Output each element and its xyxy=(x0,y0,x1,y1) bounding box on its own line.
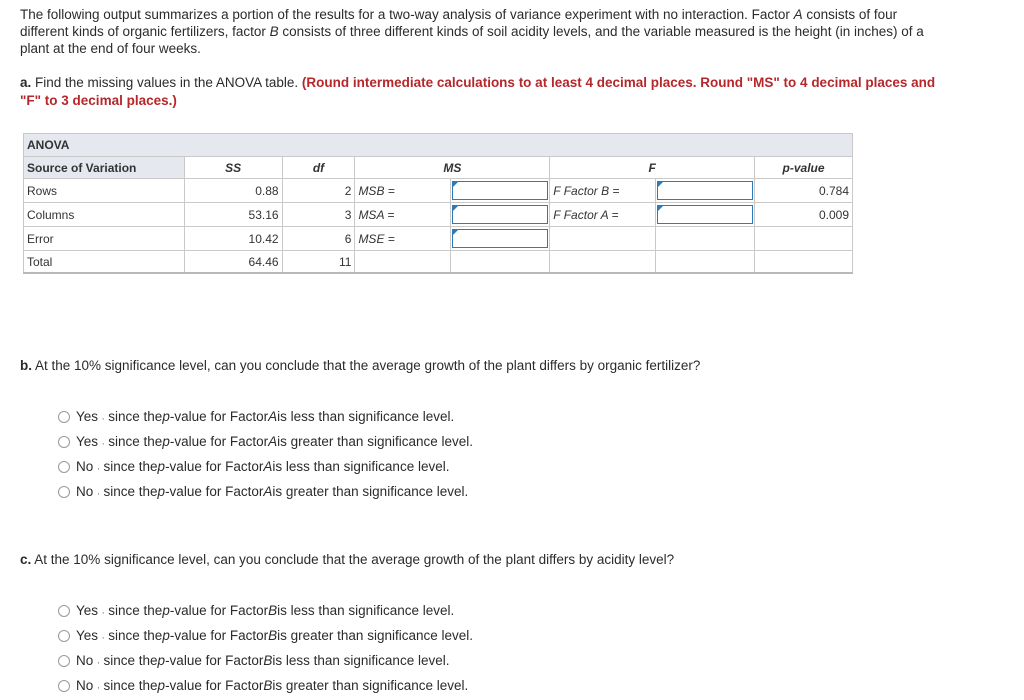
part-c-lead: c. xyxy=(20,552,32,567)
option-factor: B xyxy=(263,653,273,668)
row-f-label: F Factor B = xyxy=(550,179,656,203)
part-a-text: Find the missing values in the ANOVA table. xyxy=(31,75,302,90)
option-p: p xyxy=(157,678,166,693)
option-text: since the xyxy=(108,409,163,424)
radio-option[interactable] xyxy=(58,454,473,479)
part-a-instruction: (Round intermediate calculations to at least 4 decimal places. Round "MS" to 4 decimal places and "F" to 3 decimal places.) xyxy=(20,75,936,108)
option-text: since the xyxy=(103,678,158,693)
option-factor: B xyxy=(268,603,278,618)
radio-button[interactable] xyxy=(58,411,70,423)
row-ms-label: MSE = xyxy=(355,227,451,251)
msa-input[interactable] xyxy=(452,205,548,224)
row-ms-label: MSA = xyxy=(355,203,451,227)
option-text: -value for Factor xyxy=(165,484,264,499)
part-c-text: At the 10% significance level, can you conclude that the average growth of the plant differs by acidity level? xyxy=(31,552,675,567)
msb-input[interactable] xyxy=(452,181,548,200)
part-b-options xyxy=(58,404,473,504)
option-factor: A xyxy=(268,409,278,424)
option-text: since the xyxy=(103,484,158,499)
separator-glyph: , xyxy=(102,437,105,446)
header-df: df xyxy=(282,157,355,179)
radio-button[interactable] xyxy=(58,605,70,617)
header-p-value: p-value xyxy=(755,157,853,179)
radio-button[interactable] xyxy=(58,486,70,498)
row-ms-label: MSB = xyxy=(355,179,451,203)
option-answer: No xyxy=(76,459,94,474)
option-text: since the xyxy=(108,628,163,643)
radio-button[interactable] xyxy=(58,680,70,692)
option-text: since the xyxy=(103,459,158,474)
header-ms: MS xyxy=(355,157,550,179)
option-text: -value for Factor xyxy=(165,459,264,474)
row-p-value: 0.784 xyxy=(755,179,853,203)
intro-text-1: The following output summarizes a portion of the results for a two-way analysis of variance experiment with no interaction. Factor xyxy=(20,7,794,22)
option-factor: B xyxy=(268,628,278,643)
option-answer: Yes xyxy=(76,409,99,424)
anova-table xyxy=(23,133,853,274)
option-text: since the xyxy=(108,434,163,449)
row-ss: 0.88 xyxy=(184,179,282,203)
empty-cell xyxy=(656,227,755,251)
part-c-options xyxy=(58,598,473,698)
radio-option[interactable] xyxy=(58,623,473,648)
empty-cell xyxy=(550,251,656,274)
option-p: p xyxy=(157,653,166,668)
row-ss: 64.46 xyxy=(184,251,282,274)
header-f: F xyxy=(550,157,755,179)
option-text: -value for Factor xyxy=(169,628,269,643)
intro-text-2: consists of four different kinds of organic fertilizers, factor xyxy=(20,7,898,39)
row-ss: 53.16 xyxy=(184,203,282,227)
option-p: p xyxy=(157,484,166,499)
row-df: 3 xyxy=(282,203,355,227)
radio-button[interactable] xyxy=(58,461,70,473)
row-source: Total xyxy=(24,251,185,274)
table-row xyxy=(24,179,853,203)
empty-cell xyxy=(755,227,853,251)
option-text: is greater than significance level. xyxy=(277,628,473,643)
empty-cell xyxy=(656,251,755,274)
table-row xyxy=(24,227,853,251)
radio-button[interactable] xyxy=(58,630,70,642)
option-answer: Yes xyxy=(76,628,99,643)
header-ss: SS xyxy=(184,157,282,179)
option-answer: Yes xyxy=(76,434,99,449)
intro-text-3: consists of three different kinds of soil acidity levels, and the variable measured is the height (in inches) of a plant at the end of four weeks. xyxy=(20,24,924,56)
option-answer: No xyxy=(76,678,94,693)
option-text: is greater than significance level. xyxy=(272,678,469,693)
separator-glyph: , xyxy=(97,462,100,471)
row-df: 6 xyxy=(282,227,355,251)
option-text: -value for Factor xyxy=(165,653,264,668)
option-text: since the xyxy=(108,603,163,618)
option-text: -value for Factor xyxy=(169,434,269,449)
row-source: Error xyxy=(24,227,185,251)
mse-input[interactable] xyxy=(452,229,548,248)
f-factor-b-input[interactable] xyxy=(657,181,753,200)
intro-factor-a: A xyxy=(793,7,803,22)
radio-option[interactable] xyxy=(58,673,473,698)
radio-option[interactable] xyxy=(58,648,473,673)
option-p: p xyxy=(162,603,170,618)
part-b-question xyxy=(20,357,700,375)
separator-glyph: , xyxy=(102,631,105,640)
part-b-text: At the 10% significance level, can you conclude that the average growth of the plant differs by organic fertilizer? xyxy=(32,358,701,373)
option-p: p xyxy=(162,409,170,424)
option-factor: A xyxy=(263,459,273,474)
separator-glyph: , xyxy=(102,606,105,615)
option-p: p xyxy=(162,628,170,643)
radio-option[interactable] xyxy=(58,404,473,429)
radio-option[interactable] xyxy=(58,429,473,454)
row-source: Columns xyxy=(24,203,185,227)
option-p: p xyxy=(157,459,166,474)
option-answer: No xyxy=(76,484,94,499)
separator-glyph: , xyxy=(97,681,100,690)
separator-glyph: , xyxy=(97,656,100,665)
header-source: Source of Variation xyxy=(24,157,185,179)
option-text: is less than significance level. xyxy=(277,603,455,618)
intro-factor-b: B xyxy=(269,24,279,39)
empty-cell xyxy=(550,227,656,251)
option-answer: No xyxy=(76,653,94,668)
f-factor-a-input[interactable] xyxy=(657,205,753,224)
option-text: since the xyxy=(103,653,158,668)
option-text: is less than significance level. xyxy=(272,459,450,474)
separator-glyph: , xyxy=(102,412,105,421)
option-text: is greater than significance level. xyxy=(277,434,473,449)
table-row xyxy=(24,251,853,274)
option-text: -value for Factor xyxy=(169,603,269,618)
problem-intro xyxy=(20,6,940,57)
option-text: -value for Factor xyxy=(169,409,269,424)
table-row xyxy=(24,203,853,227)
row-ss: 10.42 xyxy=(184,227,282,251)
option-text: is less than significance level. xyxy=(272,653,450,668)
option-answer: Yes xyxy=(76,603,99,618)
part-b-lead: b. xyxy=(20,358,32,373)
radio-option[interactable] xyxy=(58,479,473,504)
part-a-lead: a. xyxy=(20,75,32,90)
part-a-question xyxy=(20,74,950,110)
option-factor: A xyxy=(268,434,278,449)
row-df: 2 xyxy=(282,179,355,203)
option-factor: B xyxy=(263,678,273,693)
option-text: -value for Factor xyxy=(165,678,264,693)
option-p: p xyxy=(162,434,170,449)
empty-cell xyxy=(355,251,451,274)
empty-cell xyxy=(451,251,550,274)
part-c-question xyxy=(20,551,674,569)
row-p-value: 0.009 xyxy=(755,203,853,227)
anova-caption: ANOVA xyxy=(24,134,853,157)
row-df: 11 xyxy=(282,251,355,274)
option-text: is greater than significance level. xyxy=(272,484,469,499)
row-source: Rows xyxy=(24,179,185,203)
option-factor: A xyxy=(263,484,273,499)
option-text: is less than significance level. xyxy=(277,409,455,424)
separator-glyph: , xyxy=(97,487,100,496)
radio-button[interactable] xyxy=(58,655,70,667)
radio-button[interactable] xyxy=(58,436,70,448)
row-f-label: F Factor A = xyxy=(550,203,656,227)
empty-cell xyxy=(755,251,853,274)
radio-option[interactable] xyxy=(58,598,473,623)
